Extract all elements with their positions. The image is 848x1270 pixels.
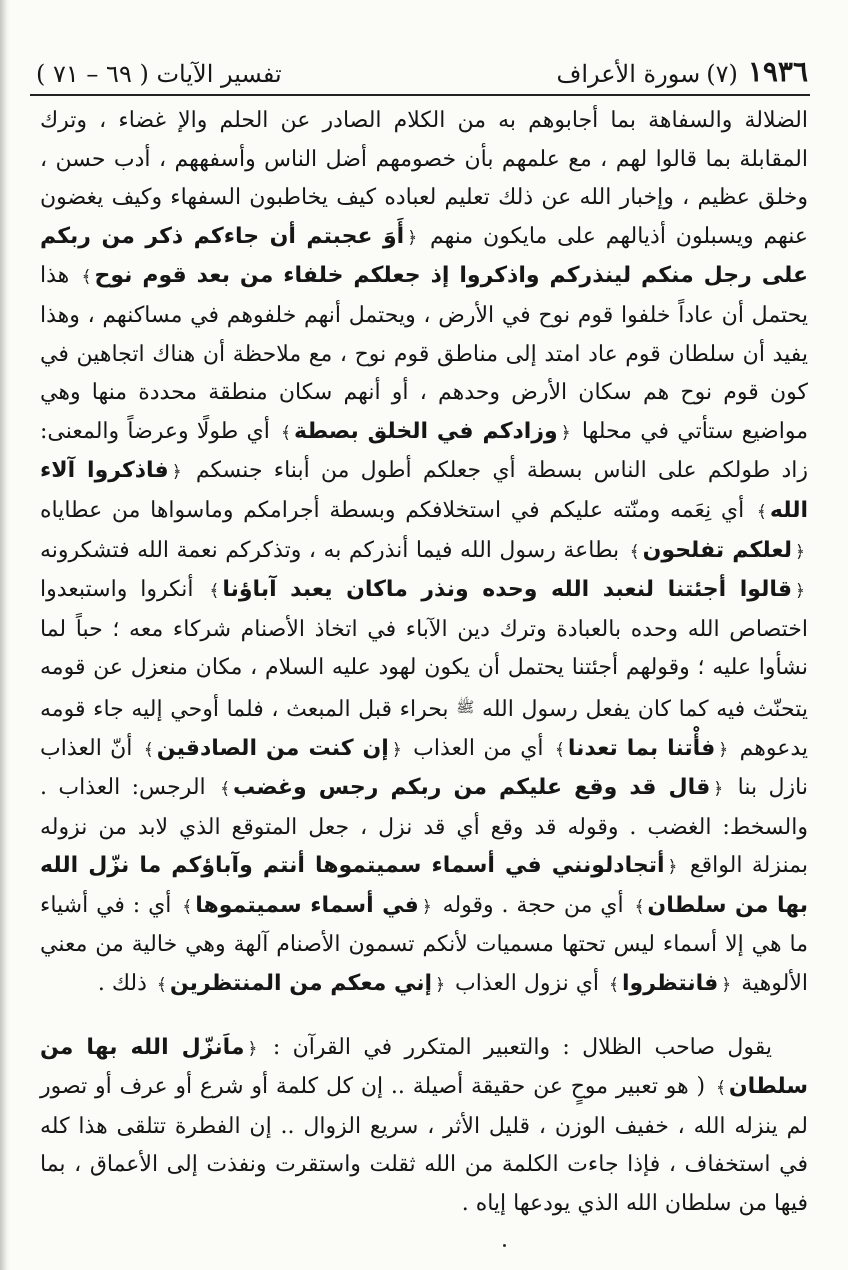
quran-quote: في أسماء سميتموها [195, 892, 419, 918]
quran-bracket-close: ﴾ [81, 267, 92, 288]
pbuh-glyph: ﷺ [456, 697, 475, 716]
quran-bracket-close: ﴾ [220, 779, 231, 800]
commentary-text: بطاعة رسول الله فيما أنذركم به ، وتذكركم نعمة الله فتشكرونه [40, 537, 620, 563]
quran-quote: أَوَ عجبتم أن جاءكم ذكر من ربكم على رجل منكم لينذركم واذكروا إذ جعلكم خلفاء من بعد قوم نوح [40, 223, 808, 289]
quran-bracket-open: ﴿ [391, 739, 402, 760]
quran-bracket-open: ﴿ [713, 779, 724, 800]
commentary-text: أي طولًا وعرضاً والمعنى: زاد طولكم على الناس بسطة أي جعلكم أطول من أبناء جنسكم [40, 418, 808, 484]
page-number: ١٩٣٦ [747, 55, 808, 88]
commentary-text: بحراء قبل المبعث ، فلما أوحي إليه جاء قومه يدعوهم [40, 696, 808, 761]
quran-bracket-open: ﴿ [407, 227, 418, 248]
page-edge-shadow [0, 0, 10, 1270]
quran-bracket-close: ﴾ [182, 896, 193, 917]
quran-bracket-open: ﴿ [667, 857, 678, 878]
quran-bracket-open: ﴿ [171, 462, 182, 483]
commentary-text: يقول صاحب الظلال : والتعبير المتكرر في القرآن : [272, 1034, 773, 1060]
quran-bracket-open: ﴿ [435, 975, 446, 996]
commentary-text: الضلالة والسفاهة بما أجابوهم به من الكلام الصادر عن الحلم والإ غضاء ، وترك المقابلة بما قالوا لهم ، مع علمهم بأن خصومهم أضل الناس وأسفههم ، أدب حسن ، وخلق عظيم ، وإخبار الله عن ذلك تعليم لعباده كيف يخاطبون السفهاء وكيف يغضون عنهم ويسبلون أذيالهم على مايكون منهم [40, 108, 808, 249]
quran-bracket-close: ﴾ [609, 975, 620, 996]
commentary-text: أي من العذاب [413, 735, 544, 761]
paragraph-1 [40, 102, 808, 1005]
commentary-body [40, 102, 808, 1224]
quran-quote: وزادكم في الخلق بصطة [294, 418, 558, 444]
quran-quote: أتجادلونني في أسماء سميتموها أنتم وآباؤكم ما نزّل الله بها من سلطان [40, 853, 809, 918]
quran-bracket-open: ﴿ [721, 975, 732, 996]
commentary-text: الرجس: العذاب . والسخط: الغضب . وقوله قد وقع أي قد نزل ، جعل المتوقع الذي لابد من نزوله بمنزلة الواقع [40, 775, 808, 879]
quran-bracket-close: ﴾ [209, 581, 220, 602]
footer-dot [503, 1244, 506, 1247]
commentary-text: أنّ العذاب نازل بنا [40, 735, 808, 801]
commentary-text: أي من حجة . وقوله [442, 892, 624, 918]
section-title: تفسير الآيات ( ٦٩ – ٧١ ) [36, 60, 282, 88]
quran-quote: قالوا أجئتنا لنعبد الله وحده ونذر ماكان يعبد آباؤنا [222, 577, 793, 603]
quran-quote: فأْتنا بما تعدنا [567, 735, 716, 761]
commentary-text: أي : في أشياء ما هي إلا أسماء ليس تحتها مسميات لأنكم تسمون الأصنام آلهة وهي خالية من معني الألوهية [40, 892, 808, 997]
commentary-text: أنكروا واستبعدوا اختصاص الله وحده بالعبادة وترك دين الآباء في اتخاذ الأصنام شركاء معه ؛ حباً لما نشأوا عليه ؛ وقولهم أجئتنا يحتمل أن يكون لهود عليه السلام ، مكان منعزل عن قومه يتحنّث فيه كما كان يفعل رسول الله [40, 577, 808, 722]
quran-bracket-close: ﴾ [634, 896, 645, 917]
commentary-text: أي نِعَمه ومنّته عليكم في استخلافكم وبسطة أجرامكم وماسواها من عطاياه [40, 497, 745, 523]
paragraph-2 [40, 1029, 808, 1224]
surah-name: سورة الأعراف [556, 60, 701, 88]
quran-quote: لعلكم تفلحون [642, 537, 793, 563]
quran-quote: إني معكم من المنتظرين [169, 971, 433, 997]
quran-quote: ماَنزّل الله بها من سلطان [40, 1034, 808, 1100]
page-header [36, 42, 808, 88]
quran-bracket-close: ﴾ [715, 1078, 726, 1099]
quran-bracket-close: ﴾ [156, 975, 167, 996]
quran-quote: قال قد وقع عليكم من ربكم رجس وغضب [233, 775, 711, 801]
commentary-text: ذلك . [97, 971, 147, 997]
quran-bracket-close: ﴾ [629, 541, 640, 562]
quran-bracket-close: ﴾ [143, 739, 154, 760]
commentary-text: أي نزول العذاب [455, 971, 600, 997]
quran-bracket-close: ﴾ [281, 422, 291, 443]
quran-bracket-open: ﴿ [247, 1038, 258, 1059]
commentary-text: ( هو تعبير موحٍ عن حقيقة أصيلة .. إن كل كلمة أو شرع أو عرف أو تصور لم ينزله الله ، خفيف الوزن ، قليل الأثر ، سريع الزوال .. إن الفطرة تتلقى هذا كله في استخفاف ، فإذا جاءت الكلمة من الله ثقلت واستقرت ونفذت إلى الأعماق ، بما فيها من سلطان الله الذي يودعها إياه . [40, 1074, 808, 1217]
quran-bracket-open: ﴿ [560, 422, 571, 443]
quran-bracket-open: ﴿ [795, 581, 805, 602]
header-right [556, 55, 808, 88]
quran-quote: إن كنت من الصادقين [156, 735, 389, 761]
quran-bracket-open: ﴿ [795, 541, 805, 562]
quran-quote: فانتظروا [622, 971, 719, 997]
header-rule [30, 94, 810, 96]
quran-bracket-open: ﴿ [421, 896, 432, 917]
quran-quote: فاذكروا آلاء الله [40, 458, 808, 523]
quran-bracket-close: ﴾ [554, 739, 565, 760]
quran-bracket-open: ﴿ [718, 739, 729, 760]
commentary-text: هذا يحتمل أن عاداً خلفوا قوم نوح في الأرض ، ويحتمل أنهم خلفوهم في مساكنهم ، وهذا يفيد أن سلطان قوم عاد امتد إلى مناطق قوم نوح ، مع ملاحظة أن هناك اتجاهين في كون قوم نوح هم سكان الأرض وحدهم ، أو أنهم سكان منطقة محددة منها وهي مواضيع ستأتي في محلها [40, 263, 808, 444]
quran-bracket-close: ﴾ [756, 501, 767, 522]
surah-number: (٧) [706, 60, 738, 88]
